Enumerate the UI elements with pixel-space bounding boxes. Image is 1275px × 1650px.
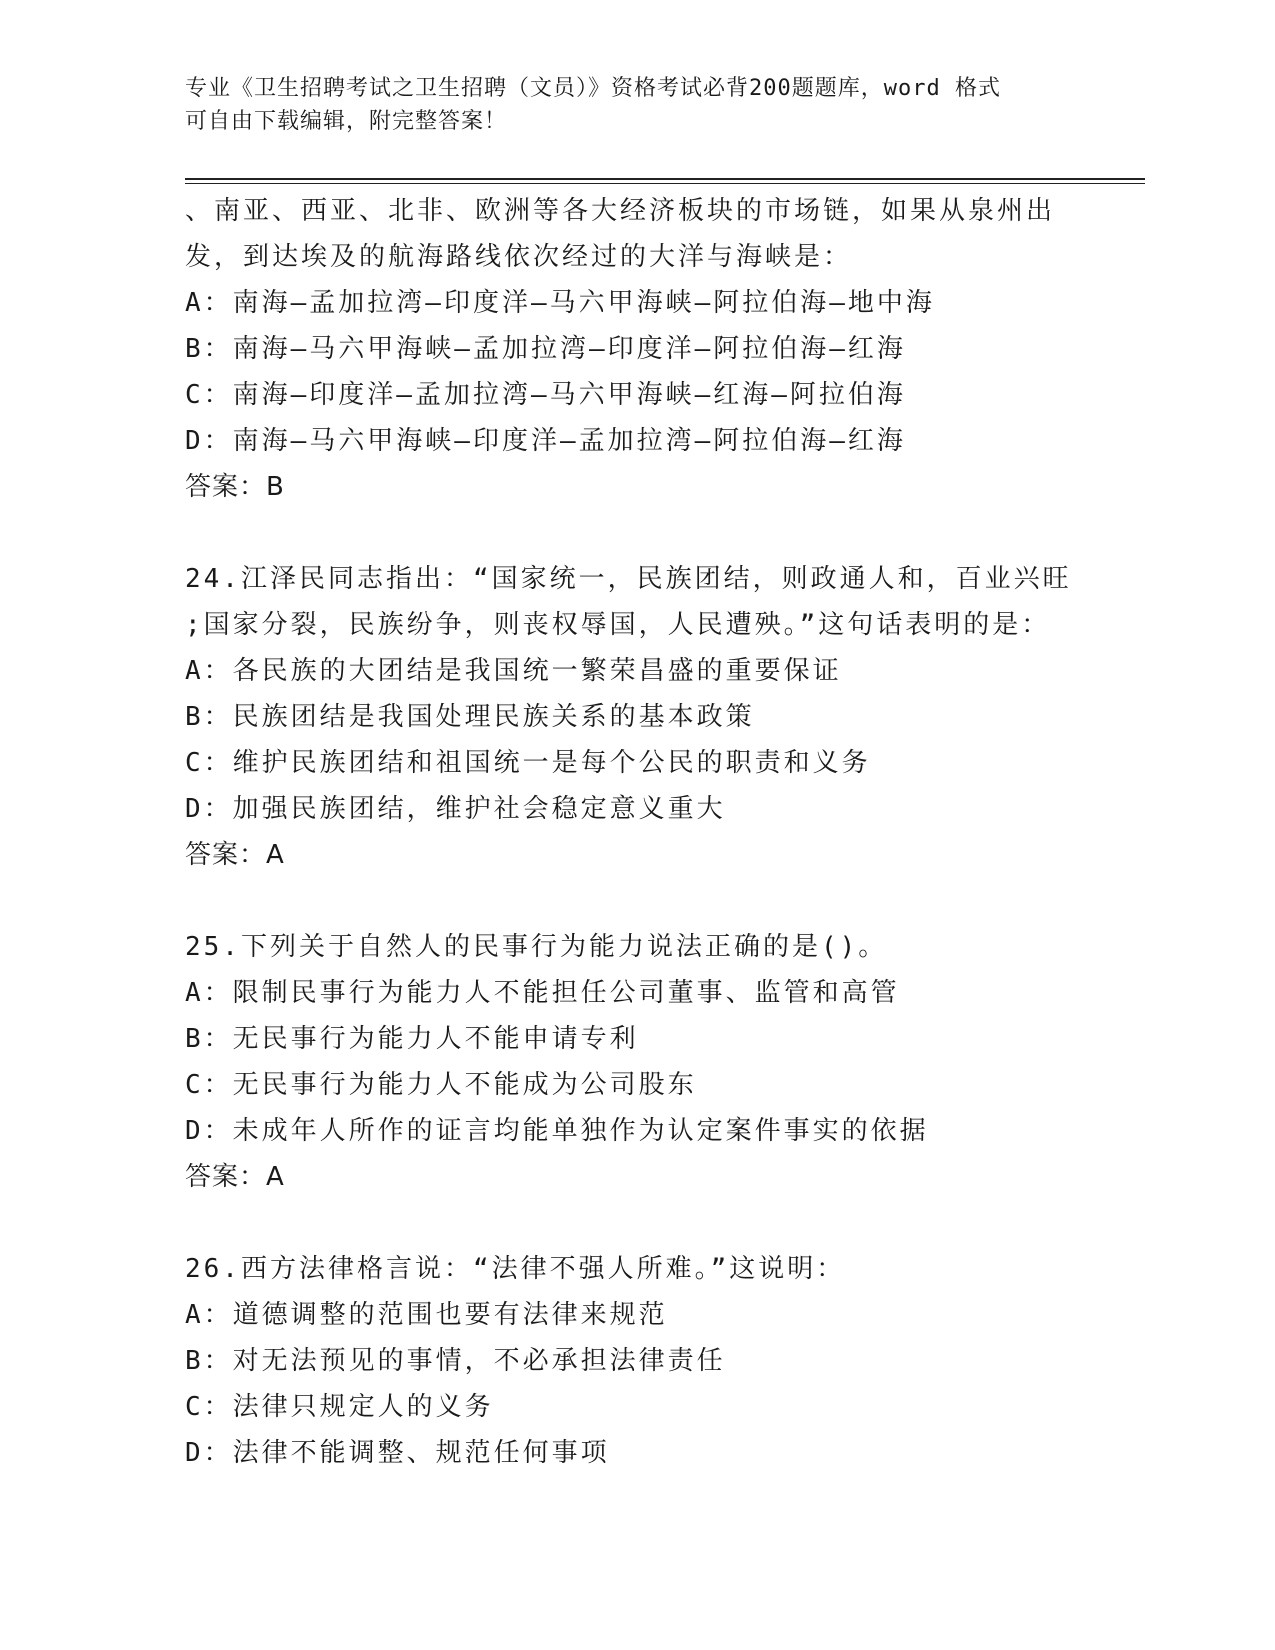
option-a: A：道德调整的范围也要有法律来规范 bbox=[185, 1300, 668, 1330]
answer-line: 答案：B bbox=[185, 472, 285, 502]
header-divider-thick bbox=[185, 178, 1145, 180]
option-a: A：南海—孟加拉湾—印度洋—马六甲海峡—阿拉伯海—地中海 bbox=[185, 288, 935, 318]
option-a: A：各民族的大团结是我国统一繁荣昌盛的重要保证 bbox=[185, 656, 842, 686]
option-d: D：加强民族团结，维护社会稳定意义重大 bbox=[185, 794, 726, 824]
answer-line: 答案：A bbox=[185, 1162, 285, 1192]
option-d: D：未成年人所作的证言均能单独作为认定案件事实的依据 bbox=[185, 1116, 929, 1146]
option-d: D：南海—马六甲海峡—印度洋—孟加拉湾—阿拉伯海—红海 bbox=[185, 426, 906, 456]
question-24 bbox=[185, 556, 1145, 878]
header-title-line-1: 专业《卫生招聘考试之卫生招聘（文员）》资格考试必背200题题库，word 格式 bbox=[185, 76, 1001, 101]
question-stem: ;国家分裂，民族纷争，则丧权辱国，人民遭殃。”这句话表明的是： bbox=[185, 610, 1051, 640]
question-stem: 发，到达埃及的航海路线依次经过的大洋与海峡是： bbox=[185, 242, 853, 272]
option-c: C：维护民族团结和祖国统一是每个公民的职责和义务 bbox=[185, 748, 871, 778]
question-23 bbox=[185, 188, 1145, 510]
question-spacer bbox=[185, 1200, 1145, 1246]
question-stem: 24.江泽民同志指出：“国家统一，民族团结，则政通人和，百业兴旺 bbox=[185, 564, 1072, 594]
option-b: B：南海—马六甲海峡—孟加拉湾—印度洋—阿拉伯海—红海 bbox=[185, 334, 906, 364]
question-stem: 25.下列关于自然人的民事行为能力说法正确的是()。 bbox=[185, 932, 888, 962]
header-title-line-2: 可自由下载编辑，附完整答案！ bbox=[185, 109, 508, 134]
option-b: B：民族团结是我国处理民族关系的基本政策 bbox=[185, 702, 755, 732]
option-a: A：限制民事行为能力人不能担任公司董事、监管和高管 bbox=[185, 978, 900, 1008]
question-spacer bbox=[185, 510, 1145, 556]
option-c: C：无民事行为能力人不能成为公司股东 bbox=[185, 1070, 697, 1100]
answer-line: 答案：A bbox=[185, 840, 285, 870]
option-b: B：无民事行为能力人不能申请专利 bbox=[185, 1024, 639, 1054]
question-stem: 、南亚、西亚、北非、欧洲等各大经济板块的市场链，如果从泉州出 bbox=[185, 196, 1056, 226]
header-divider-thin bbox=[185, 183, 1145, 184]
question-stem: 26.西方法律格言说：“法律不强人所难。”这说明： bbox=[185, 1254, 846, 1284]
document-header bbox=[185, 72, 1085, 138]
question-26 bbox=[185, 1246, 1145, 1476]
question-25 bbox=[185, 924, 1145, 1200]
option-d: D：法律不能调整、规范任何事项 bbox=[185, 1438, 610, 1468]
option-c: C：法律只规定人的义务 bbox=[185, 1392, 494, 1422]
option-c: C：南海—印度洋—孟加拉湾—马六甲海峡—红海—阿拉伯海 bbox=[185, 380, 906, 410]
question-list bbox=[185, 188, 1145, 1476]
question-spacer bbox=[185, 878, 1145, 924]
option-b: B：对无法预见的事情，不必承担法律责任 bbox=[185, 1346, 726, 1376]
